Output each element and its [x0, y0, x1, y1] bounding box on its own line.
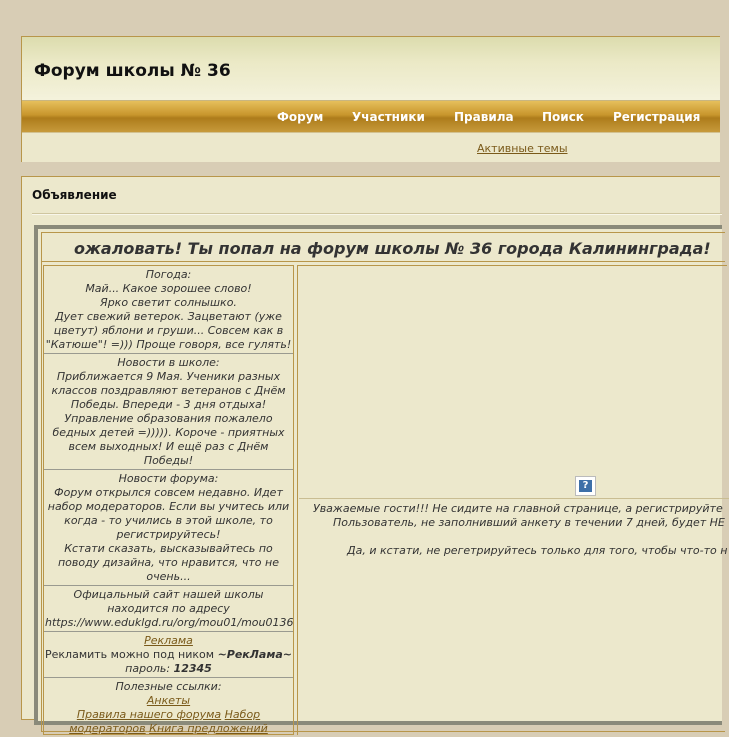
forum-title[interactable]: Форум школы № 36 [34, 61, 231, 81]
guest-notice-line: Пользователь, не заполнивший анкету в течении 7 дней, будет НЕ [333, 516, 725, 529]
welcome-text: ожаловать! Ты попал на форум школы № 36 города Калининграда! [74, 239, 711, 258]
official-site-url[interactable]: https://www.eduklgd.ru/org/mou01/mou0136 [45, 616, 294, 629]
sub-nav [22, 132, 720, 162]
nav-forum[interactable]: Форум [277, 110, 324, 124]
link-moderator-recruitment[interactable]: Набор модераторов [69, 708, 261, 735]
ads-password-label: пароль: [125, 662, 174, 675]
forum-news-text: Форум открылся совсем недавно. Идет набор модераторов. Если вы учитесь или когда - то учились в этой школе, то регистрируйтесь! [47, 486, 290, 541]
official-site-block [44, 586, 293, 632]
nav-members[interactable]: Участники [352, 110, 425, 124]
active-topics-link[interactable]: Активные темы [477, 142, 568, 155]
info-column [43, 265, 294, 735]
announcement-panel [21, 176, 728, 735]
useful-links-block [44, 678, 293, 737]
link-forum-rules[interactable]: Правила нашего форума [76, 708, 222, 721]
ads-password: 12345 [173, 662, 212, 675]
main-column [297, 265, 727, 735]
weather-line: Май... Какое зорошее слово! [85, 282, 252, 295]
divider [299, 498, 729, 499]
help-icon[interactable] [575, 476, 596, 496]
weather-block [44, 266, 293, 354]
official-site-text: Офицальный сайт нашей школы находится по адресу [73, 588, 264, 615]
announcement-frame [34, 225, 728, 735]
nav-search[interactable]: Поиск [542, 110, 584, 124]
forum-news-text: Кстати сказать, высказывайтесь по поводу дизайна, что нравится, что не очень... [57, 542, 279, 583]
forum-news-block [44, 470, 293, 586]
main-nav [22, 101, 720, 132]
weather-line: Дует свежий ветерок. Зацветают (уже цветут) яблони и груши... Совсем как в "Катюше"! =))) Проще говоря, все гулять! [45, 310, 292, 351]
title-bar [22, 37, 720, 101]
ads-link[interactable]: Реклама [144, 634, 193, 647]
announcement-table [41, 232, 728, 735]
forum-header [21, 36, 720, 162]
link-questionnaires[interactable]: Анкеты [146, 694, 191, 707]
welcome-banner [42, 233, 725, 262]
school-news-title: Новости в школе: [117, 356, 220, 369]
guest-notice-line: Уважаемые гости!!! Не сидите на главной странице, а регистрируйте [313, 502, 723, 515]
forum-news-title: Новости форума: [118, 472, 219, 485]
nav-rules[interactable]: Правила [454, 110, 514, 124]
school-news-block [44, 354, 293, 470]
question-mark-icon: ? [579, 480, 592, 492]
announcement-heading: Объявление [32, 188, 117, 202]
nav-register[interactable]: Регистрация [613, 110, 701, 124]
divider [32, 213, 722, 215]
school-news-text: Приближается 9 Мая. Ученики разных классов поздравляют ветеранов с Днём Победы. Впереди - 3 дня отдыха! Управление образования пожалело бедных детей =))))). Короче - приятных всем выходных! И ещё раз с Днём Победы! [51, 370, 286, 467]
ads-text: Рекламить можно под ником [45, 648, 218, 661]
weather-line: Ярко светит солнышко. [100, 296, 237, 309]
guest-notice-line: Да, и кстати, не регетрируйтесь только для того, чтобы что-то н [347, 544, 728, 557]
ads-nick: ~РекЛама~ [217, 648, 292, 661]
useful-links-title: Полезные ссылки: [115, 680, 222, 693]
link-suggestion-book[interactable]: Книга предложений [149, 722, 268, 735]
ads-block [44, 632, 293, 678]
weather-title: Погода: [145, 268, 192, 281]
